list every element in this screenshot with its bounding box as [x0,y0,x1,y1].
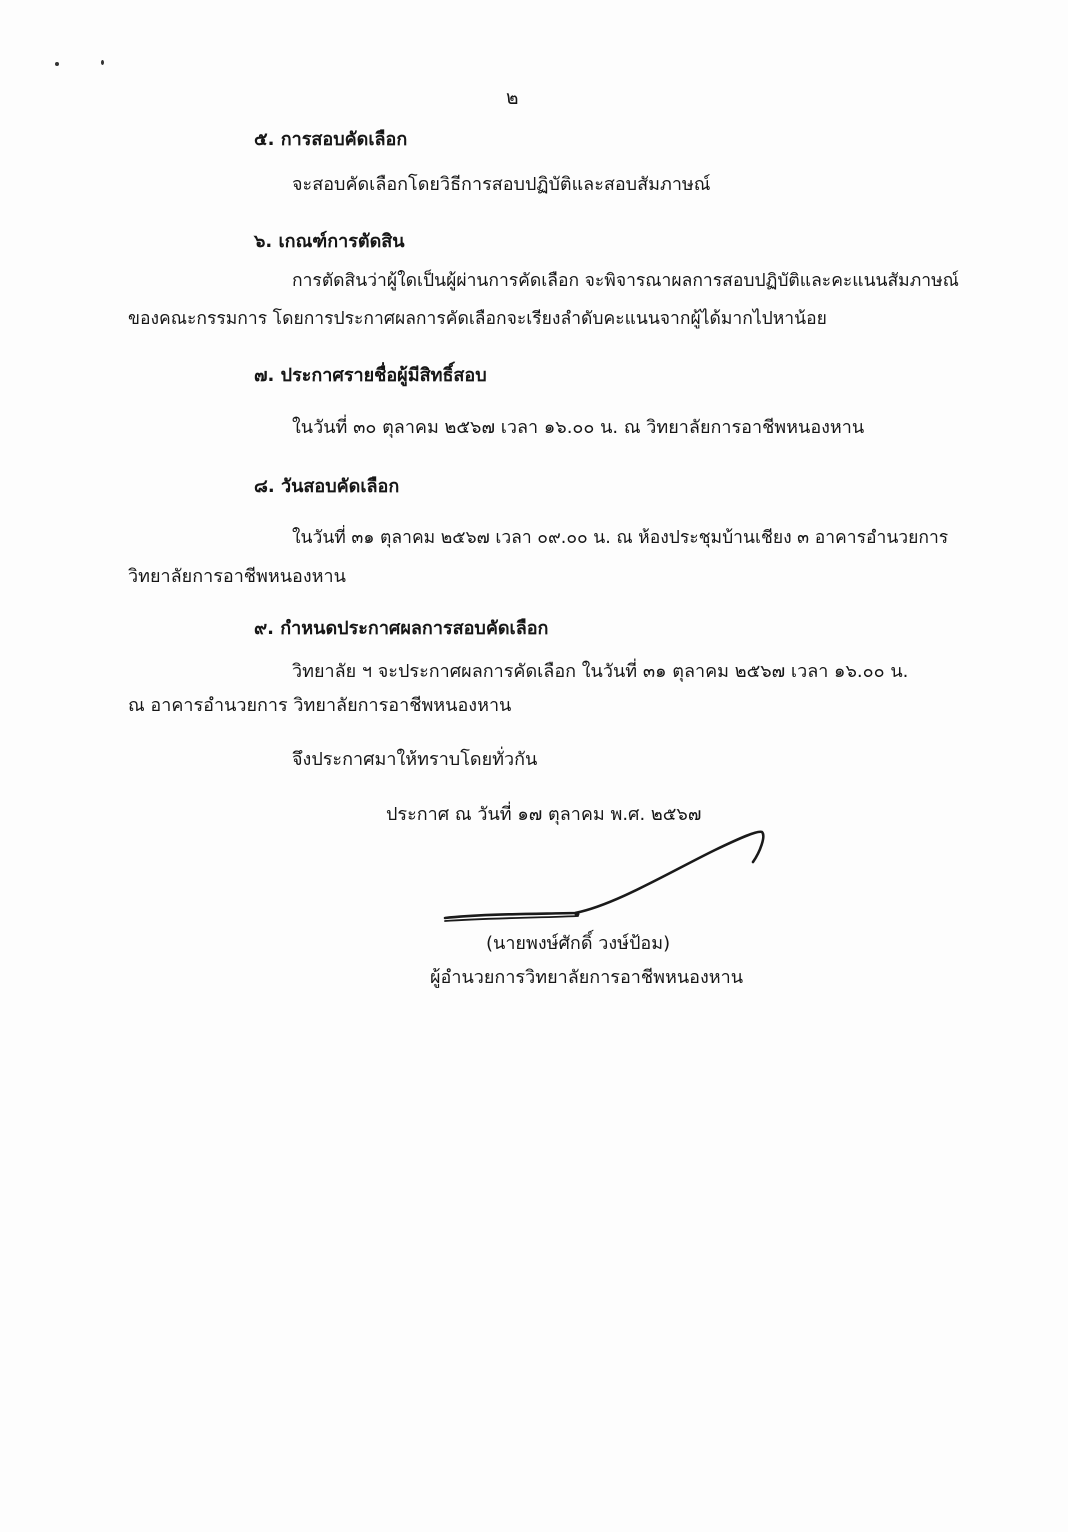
section-5-heading: ๕. การสอบคัดเลือก [254,129,408,150]
section-8-line-2: วิทยาลัยการอาชีพหนองหาน [128,566,346,587]
section-5-line-1: จะสอบคัดเลือกโดยวิธีการสอบปฏิบัติและสอบสัมภาษณ์ [292,174,711,195]
section-9-line-1: วิทยาลัย ฯ จะประกาศผลการคัดเลือก ในวันที่ ๓๑ ตุลาคม ๒๕๖๗ เวลา ๑๖.๐๐ น. [292,661,909,682]
section-9-heading: ๙. กำหนดประกาศผลการสอบคัดเลือก [254,618,549,639]
signature [440,820,780,930]
scan-speck [55,62,59,66]
signatory-title: ผู้อำนวยการวิทยาลัยการอาชีพหนองหาน [430,967,744,988]
announcement-date: ประกาศ ณ วันที่ ๑๗ ตุลาคม พ.ศ. ๒๕๖๗ [386,804,702,825]
section-8-heading: ๘. วันสอบคัดเลือก [254,476,400,497]
section-7-heading: ๗. ประกาศรายชื่อผู้มีสิทธิ์สอบ [254,365,487,386]
section-7-line-1: ในวันที่ ๓๐ ตุลาคม ๒๕๖๗ เวลา ๑๖.๐๐ น. ณ วิทยาลัยการอาชีพหนองหาน [292,417,865,438]
section-6-line-1: การตัดสินว่าผู้ใดเป็นผู้ผ่านการคัดเลือก จะพิจารณาผลการสอบปฏิบัติและคะแนนสัมภาษณ์ [292,271,959,291]
page-number: ๒ [506,87,519,109]
section-9-line-2: ณ อาคารอำนวยการ วิทยาลัยการอาชีพหนองหาน [128,695,512,716]
signatory-name: (นายพงษ์ศักดิ์ วงษ์ป้อม) [486,933,671,954]
section-6-heading: ๖. เกณฑ์การตัดสิน [254,231,405,252]
closing-statement: จึงประกาศมาให้ทราบโดยทั่วกัน [292,749,538,770]
scan-speck [101,60,104,65]
section-6-line-2: ของคณะกรรมการ โดยการประกาศผลการคัดเลือกจะเรียงลำดับคะแนนจากผู้ได้มากไปหาน้อย [128,309,827,329]
section-8-line-1: ในวันที่ ๓๑ ตุลาคม ๒๕๖๗ เวลา ๐๙.๐๐ น. ณ ห้องประชุมบ้านเชียง ๓ อาคารอำนวยการ [292,528,949,548]
